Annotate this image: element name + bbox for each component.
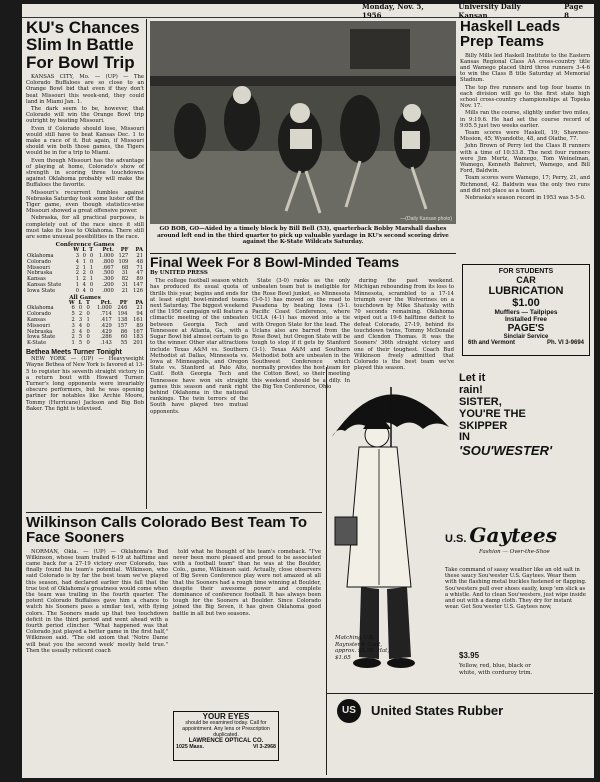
table-cell: Kansas State (27, 282, 62, 289)
haskell-para: The top five runners and top four teams in each division will go to the first state high school cross-country championships at Topeka Nov. 17. (460, 84, 590, 110)
table-cell: 89 (136, 276, 143, 283)
bowl-col-1-text: The college football season which has produced its usual quota of thrills this year, begins and ends for at least eight bowl-minded teams next Saturday. The biggest weekend of the 1956 campaign will feature a climactic meeting of the unbeaten between Georgia Tech and Tennessee at Atlanta, Ga., with a Sugar Bowl bid almost certain to go to the winner. Other star attractions include Texas A&M vs. Southern Methodist at Dallas, Minnesota vs. Iowa at Minneapolis, and Oregon State vs. Stanford at Palo Alto, Calif. Both Georgia Tech and Tennessee have won six straight games this season and rank right behind Oklahoma in the national rankings. The twin terrors of the South have played two mutual opponents. (150, 278, 248, 415)
table-cell: 4 (78, 328, 83, 335)
table-cell: 0 (86, 311, 90, 318)
table-cell: 4 (82, 282, 86, 289)
table-cell: 21 (121, 287, 129, 294)
table-cell: 157 (117, 322, 128, 329)
table-cell: .429 (100, 322, 112, 329)
table-cell: .714 (100, 311, 112, 318)
table-cell: 3 (71, 322, 75, 329)
table-cell: 4 (75, 258, 80, 265)
table-cell: 1.000 (96, 305, 112, 312)
table-cell: 3 (78, 317, 83, 324)
bowl-byline: By UNITED PRESS (150, 270, 208, 277)
all-games-title: All Games (69, 294, 101, 301)
table-cell: 0 (75, 287, 80, 294)
table-cell: 94 (136, 311, 143, 318)
all-col-header: W (68, 299, 75, 306)
table-cell: 1 (71, 340, 75, 347)
ad-name: PAGE'S (507, 323, 545, 334)
table-cell: 2 (71, 334, 75, 341)
table-cell: .200 (102, 282, 114, 289)
table-cell: Iowa State (27, 334, 56, 341)
table-cell: .000 (102, 287, 114, 294)
haskell-para: Team scores were Wamego, 17; Perry, 21, and Richmond, 42. Baldwin was the only two runs and did not place as a team. (460, 175, 590, 194)
ad-price: $1.00 (512, 297, 540, 309)
ku-para: Missouri's recurrent fumbles against Nebraska Saturday took some luster off the Tiger game, even though statistics-wise Missouri showed a great offensive power. (26, 189, 144, 215)
table-cell: 0 (86, 305, 90, 312)
table-cell: 183 (133, 334, 143, 341)
table-cell: 1 (89, 264, 94, 271)
table-cell: 0 (89, 270, 94, 277)
conf-col-header: T (89, 247, 94, 254)
wilkinson-story (26, 515, 322, 777)
us-rubber-name: United States Rubber (371, 703, 504, 718)
table-cell: .429 (100, 328, 112, 335)
table-cell: .800 (102, 258, 114, 265)
table-cell: 147 (133, 282, 143, 289)
all-col-header: PA (135, 299, 143, 306)
ad-line1: FOR STUDENTS (498, 268, 554, 275)
ku-story (26, 19, 144, 511)
eyes-name: LAWRENCE OPTICAL CO. (188, 737, 264, 744)
table-cell: 0 (89, 287, 94, 294)
rubber-price: $3.95 (459, 651, 480, 660)
ku-body (26, 74, 144, 240)
table-cell: 1.000 (98, 253, 114, 260)
table-cell: .667 (102, 264, 114, 271)
all-col-header: T (85, 299, 90, 306)
table-cell: 0 (86, 334, 90, 341)
table-cell: Kansas (27, 317, 46, 324)
table-cell: 1 (75, 276, 80, 283)
rubber-headline (459, 373, 587, 458)
eyes-contact (176, 744, 276, 750)
conf-col-header: PF (120, 247, 129, 254)
conference-games-title: Conference Games (55, 242, 115, 249)
ku-para: Even though Missouri has the advantage of playing at home, Colorado's show of strength in scoring three touchdowns against Oklahoma probably will make the Buffaloes the favorite. (26, 157, 144, 189)
wilkinson-col-2-text: told what he thought of his team's comeback. "I've never been more pleased and proud to be associated with a football team" than he was at the Boulder, Colo., game, Wilkinson said. Actually, close observers of Big Seven Conference play were not amazed at all that the Sooners had a rough time winning at Boulder, despite their awesome power and complete dominance of conference football. It has always been tough for the Sooners at Boulder. Since Colorado joined the Big Seven, it has given Oklahoma good battle in all but two seasons. (173, 548, 321, 617)
rubber-colors: Yellow, red, blue, black or white, with corduroy trim. (459, 663, 533, 676)
all-col-header: Pct. (100, 299, 112, 306)
table-cell: Nebraska (27, 328, 53, 335)
masthead-page: Page 8 (564, 1, 584, 20)
table-row (26, 341, 144, 347)
table-cell: 161 (133, 317, 143, 324)
table-cell: 1 (82, 264, 86, 271)
bowl-col-3-text: during the past weekend. Michigan rebounding from its loss to Minnesota, scrambled to a 17-14 triumph over the Wolverines on a touchdown by Mike Shatusky with 70 seconds remaining. Oklahoma wiped out a 19-6 halftime deficit to defeat Colorado, 27-19, behind its touchdown twins, Tommy McDonald and Clendon Thomas. It was the Sooners' 36th straight victory and one of their toughest. Coach Bud Wilkinson freely admitted that Colorado is the best team we've played this season. (354, 278, 454, 372)
table-cell: Colorado (27, 311, 51, 318)
table-cell: 3 (75, 253, 80, 260)
skipper: SKIPPER (459, 419, 508, 432)
table-cell: 109 (118, 258, 129, 265)
table-cell: 48 (136, 258, 143, 265)
table-cell: 2 (75, 264, 80, 271)
table-cell: 21 (136, 253, 143, 260)
table-cell: Nebraska (27, 270, 53, 277)
football-photo-image (150, 21, 456, 224)
table-cell: 4 (78, 322, 83, 329)
haskell-para: Nebraska's season record in 1953 was 5-5-0. (465, 195, 586, 202)
table-cell: 167 (133, 328, 143, 335)
section-rule (26, 512, 322, 513)
conference-table (26, 248, 144, 294)
table-cell: 0 (86, 340, 90, 347)
conf-col-header: PA (135, 247, 143, 254)
all-games-table (26, 301, 144, 347)
rain: rain! (459, 383, 483, 396)
haskell-para: Mills ran the course, slightly under two miles, in 9:19.6. He had set the course record of 9:05.5 just two weeks earlier. (460, 110, 590, 129)
table-cell: 86 (120, 328, 128, 335)
table-cell: 0 (86, 322, 90, 329)
table-row (26, 289, 144, 295)
gaytees-fashion: Fashion — Over-the-Shoe (479, 549, 550, 555)
table-cell: 1 (75, 282, 80, 289)
table-cell: 127 (118, 253, 129, 260)
masthead (22, 1, 594, 20)
eyes-title: YOUR EYES (202, 711, 250, 721)
in: IN (459, 431, 470, 444)
photo-caption: GO BOB, GO—Aided by a timely block by Bill Bell (53), quarterback Bobby Marshall dashes around left end in the third quarter to pick up valuable yardage in KU's second scoring drive against the K-State Wildcats Saturday. (157, 226, 449, 246)
table-cell: 2 (82, 270, 86, 277)
wilkinson-col-1-text: NORMAN, Okla. — (UP) — Oklahoma's Bud Wilkinson, whose team trailed 6-19 at halftime and came back for a 27-19 victory over Colorado, has finally found his team's potential. Wilkinson, who said Colorado is by far the best team we've played this season, had declared earlier this fall that the true test of Oklahoma's greatness would come when the team was trailing in the fourth quarter. The potent Colorado Buffaloes gave him a chance to watch his Sooners pass a similar test, with flying colors. The Sooners made up that two touchdown deficit in the third period and went ahead with a fourth period clincher. "What happened was that Colorado just played a better game in the first half," Wilkinson said. "The old axiom that 'Notre Dame will beat you the second week' mostly held true." Then the usually reticent coach (26, 548, 168, 654)
table-cell: Colorado (27, 258, 51, 265)
table-cell: 5 (78, 340, 83, 347)
haskell-story (460, 19, 590, 261)
table-cell: .500 (102, 270, 114, 277)
let-it: Let it (459, 372, 486, 384)
wilkinson-right (173, 549, 321, 761)
table-cell: 0 (89, 282, 94, 289)
rubber-copy: Take command of sassy weather like an old salt in these saucy Sou'wester U.S. Gaytees. Wear them with the flashing metal buckles fastened or flapping. Sou'westers pull over shoes easily, keep 'em slick as a whistle. And to clean Sou'westers, just wipe inside and out with a damp cloth. They dry for instant wear. Get Sou'wester U.S. Gaytees now, (445, 567, 587, 611)
standings-block (26, 242, 144, 347)
ad-line2: CAR (516, 275, 536, 285)
column-rule (146, 19, 147, 509)
eyes-ad (173, 711, 279, 761)
table-cell: 3 (71, 328, 75, 335)
table-cell: 47 (136, 270, 143, 277)
rubber-footer (327, 693, 593, 727)
table-cell: 68 (121, 264, 129, 271)
masthead-paper: University Daily Kansan (458, 1, 521, 20)
gaytees-brand: Gaytees (469, 523, 558, 547)
table-cell: 126 (133, 287, 143, 294)
table-cell: 246 (117, 305, 128, 312)
table-cell: .300 (102, 276, 114, 283)
haskell-para: Team scores were Haskell, 19; Shawnee-Mission, 45; Wyandotte, 48, and Olathe, 77. (460, 130, 590, 143)
table-cell: Oklahoma (27, 253, 54, 260)
conf-col-header: L (82, 247, 86, 254)
bethea-para: NEW YORK — (UP) — Heavyweight Wayne Bethea of New York is favored at 13-5 to register his seventh straight victory in a return bout with Howard Turner. Turner's long opponents were invariably obscure performers, but he was opening partner for notables like Archie Moore, Tommy (Hurricane) Jackson and Big Bob Baker. The fight is televised. (26, 356, 145, 412)
table-cell: 60 (120, 334, 128, 341)
table-cell: 0 (82, 253, 86, 260)
table-cell: Kansas (27, 276, 46, 283)
table-cell: .286 (100, 334, 112, 341)
table-cell: 31 (121, 270, 129, 277)
table-cell: 0 (89, 258, 94, 265)
wilkinson-col-1 (26, 549, 168, 761)
table-cell: 89 (136, 322, 143, 329)
ad-line5: Installed Free (505, 316, 547, 323)
table-cell: .143 (100, 340, 112, 347)
gaytees-us: U.S. (445, 533, 467, 545)
all-col-header: PF (119, 299, 128, 306)
table-cell: 5 (78, 334, 83, 341)
all-col-header: L (78, 299, 83, 306)
lubrication-ad (462, 264, 590, 356)
table-cell: 2 (78, 311, 83, 318)
table-cell: 2 (71, 317, 75, 324)
souwester: 'SOU'WESTER' (459, 443, 553, 459)
bowl-col-2-text: State (3-0) ranks as the only unbeaten team but is ineligible for the Rose Bowl junket, so Minnesota (3-0-1) has moved on the road to Pasadena by beating Iowa (3-1. Pacific Coast Conference, where UCLA (4-1) has moved into a tie with Oregon State for the lead. The Uclans also are barred from the Rose Bowl, but Oregon State will be tough to stop if it gets by Stanford (3-1). Texas A&M and Southern Methodist both are unbeaten in the Southwest Conference which normally provides the host team for the Cotton Bowl, so their meeting this weekend should be a dilly. In the Big Ten Conference, Ohio (252, 278, 350, 390)
table-cell: Iowa State (27, 287, 56, 294)
youre-the: YOU'RE THE (459, 407, 526, 420)
bethea-body (26, 356, 144, 412)
ku-para: KANSAS CITY, Mo. — (UP) — The Colorado Buffaloes are so close to an Orange Bowl bid that even if they don't beat Missouri this week-end, they could land in Miami Jan. 1. (26, 73, 144, 105)
eyes-addr: 1025 Mass. (176, 743, 204, 750)
wilkinson-col-2 (173, 549, 321, 707)
us-rubber-logo: US (337, 699, 361, 723)
table-cell: Missouri (27, 322, 50, 329)
bowl-headline: Final Week For 8 Bowl-Minded Teams (150, 254, 400, 270)
table-cell: 31 (121, 282, 129, 289)
haskell-headline: Haskell Leads Prep Teams (460, 18, 561, 51)
haskell-para: Billy Mills led Haskell Institute to the Eastern Kansas Regional Class AA cross-country title and Wamego placed third three runners 3-4-6 to win the Class B title Saturday at Memorial Stadium. (460, 52, 590, 84)
table-cell: 138 (117, 317, 128, 324)
ku-para: The dark seem to be, however, that Colorado will win the Orange Bowl trip outright by beating Missouri. (26, 106, 144, 125)
table-cell: 6 (71, 305, 75, 312)
sister: SISTER, (459, 395, 502, 408)
table-cell: Oklahoma (27, 305, 54, 312)
table-cell: 2 (82, 276, 86, 283)
table-cell: 4 (82, 287, 86, 294)
ad-contact (463, 340, 589, 346)
ku-headline: KU's Chances Slim In Battle For Bowl Trip (26, 18, 140, 72)
table-cell: 201 (133, 340, 143, 347)
haskell-body (460, 53, 590, 202)
ku-para: Even if Colorado should lose, Missouri would still have to beat Kansas Dec. 1 to make a race of it. But again, if Missouri should win both those games, the Tigers would be in for a trip to Miami. (26, 125, 144, 157)
table-cell: 21 (136, 305, 143, 312)
football-photo (150, 21, 456, 224)
conf-col-header: W (73, 247, 80, 254)
bethea-headline: Bethea Meets Turner Tonight (26, 349, 122, 357)
table-cell: 71 (136, 264, 143, 271)
table-cell: 0 (78, 305, 83, 312)
bethea-story (26, 349, 144, 412)
eyes-phone: VI 3-2968 (253, 743, 276, 750)
table-cell: 2 (75, 270, 80, 277)
rubber-ad (326, 367, 593, 775)
matching-coat-text: Matching U.S. Raynster® Coat, approx. $5.95. Hat, $1.65 (335, 635, 390, 661)
table-cell: 0 (89, 253, 94, 260)
ad-sub: Sinclair Service (503, 334, 549, 340)
bowl-story (150, 254, 456, 415)
table-cell: .417 (100, 317, 112, 324)
table-cell: 1 (86, 317, 90, 324)
table-cell: 194 (117, 311, 128, 318)
wilkinson-headline: Wilkinson Calls Colorado Best Team To Face Sooners (26, 514, 308, 547)
table-cell: 5 (71, 311, 75, 318)
table-cell: 55 (120, 340, 128, 347)
table-cell: 82 (121, 276, 129, 283)
table-cell: 1 (89, 276, 94, 283)
table-cell: 1 (82, 258, 86, 265)
ad-phone: Ph. VI 3-9694 (546, 340, 584, 346)
haskell-para: John Brown of Perry led the Class B runners with a time of 10:33.8. The next four runners were Jim Mertz, Wamego, Tom Weinelman, Wamego, Kenneth Bahrert, Wamego, and Bill Ford, Baldwin. (460, 143, 590, 175)
eyes-text: should be examined today. Call for appointment. Any lens or Prescription duplicated. (182, 719, 270, 738)
table-cell: Missouri (27, 264, 50, 271)
newspaper-page (22, 1, 594, 778)
ku-para: Nebraska, for all practical purposes, is completely out of the race since it still must take its loss to Oklahoma. There still are some unusual possibilities in the race. (26, 215, 144, 241)
bowl-col-1 (150, 278, 248, 415)
gaytees-logo (445, 523, 591, 547)
table-cell: K-State (27, 340, 47, 347)
table-cell: 0 (86, 328, 90, 335)
photo-credit: —(Daily Kansan photo) (400, 216, 452, 222)
masthead-date: Monday, Nov. 5, 1956 (362, 1, 424, 20)
ad-addr: 6th and Vermont (468, 340, 516, 346)
conf-col-header: Pct. (102, 247, 114, 254)
ad-line4: Mufflers — Tailpipes (494, 309, 558, 316)
ad-line3: LUBRICATION (488, 285, 564, 297)
